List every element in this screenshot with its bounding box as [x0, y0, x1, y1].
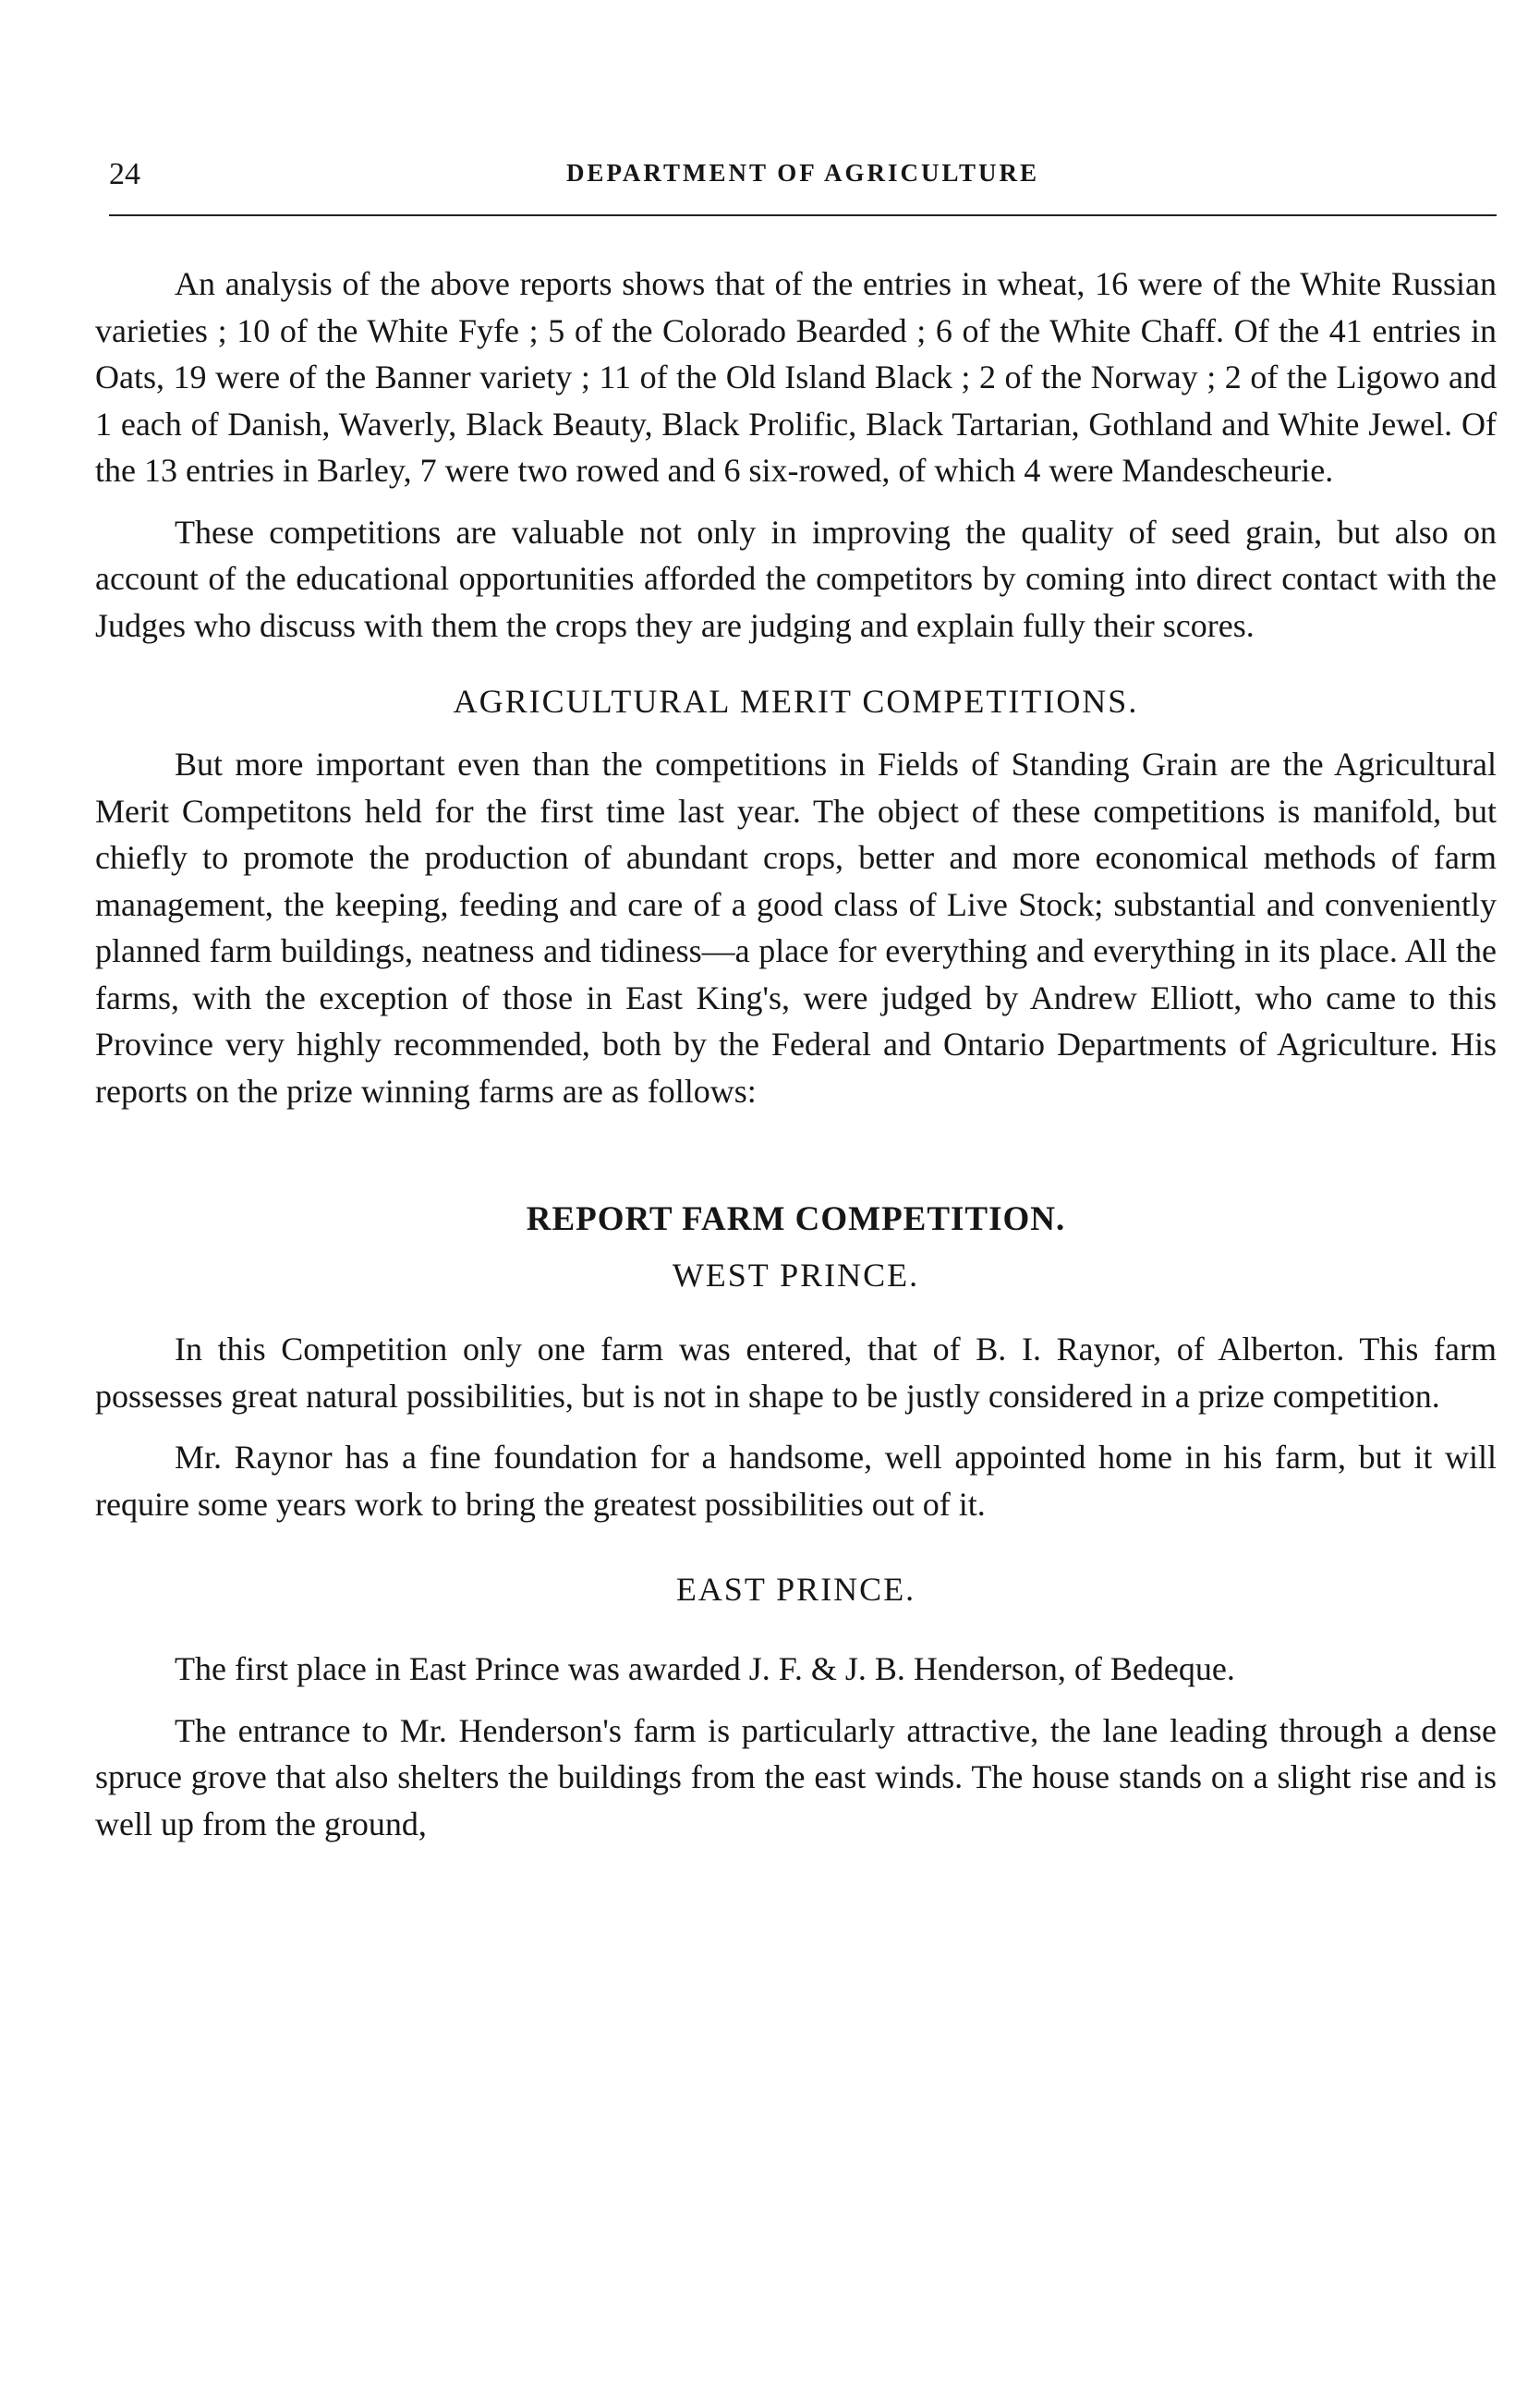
paragraph-merit-intro: But more important even than the competitions in Fields of Standing Grain are the Agricultural Merit Competitons held for the first time last year. The object of these competitions is manifold, but chiefly to promote the production of abundant crops, better and more economical methods of farm management, the keeping, feeding and care of a good class of Live Stock; substantial and conveniently planned farm buildings, neatness and tidiness—a place for everything and everything in its place. All the farms, with the exception of those in East King's, were judged by Andrew Elliott, who came to this Province very highly recommended, both by the Federal and Ontario Departments of Agriculture. His reports on the prize winning farms are as follows:: [95, 746, 1497, 1110]
header-rule: [109, 214, 1497, 216]
running-header: [109, 148, 1497, 192]
paragraph-west-prince-1: In this Competition only one farm was entered, that of B. I. Raynor, of Alberton. This farm possesses great natural possibilities, but is not in shape to be justly considered in a prize competition.: [95, 1331, 1497, 1415]
district-heading-east-prince: EAST PRINCE.: [675, 1571, 916, 1608]
running-title: DEPARTMENT OF AGRICULTURE: [565, 159, 1040, 187]
paragraph-east-prince-1: The first place in East Prince was awarded J. F. & J. B. Henderson, of Bedeque.: [175, 1650, 1235, 1687]
paragraph-analysis: An analysis of the above reports shows that of the entries in wheat, 16 were of the White Russian varieties ; 10 of the White Fyfe ; 5 of the Colorado Bearded ; 6 of the White Chaff. Of the 41 entries in Oats, 19 were of the Banner variety ; 11 of the Old Island Black ; 2 of the Norway ; 2 of the Ligowo and 1 each of Danish, Waverly, Black Beauty, Black Prolific, Black Tartarian, Gothland and White Jewel. Of the 13 entries in Barley, 7 were two rowed and 6 six-rowed, of which 4 were Mandescheurie.: [95, 265, 1497, 489]
page-body: [95, 261, 1497, 1847]
section-heading-merit: AGRICULTURAL MERIT COMPETITIONS.: [453, 683, 1139, 720]
district-heading-west-prince: WEST PRINCE.: [672, 1257, 920, 1294]
paragraph-east-prince-2: The entrance to Mr. Henderson's farm is particularly attractive, the lane leading through a dense spruce grove that also shelters the buildings from the east winds. The house stands on a slight rise and is well up from the ground,: [95, 1711, 1497, 1842]
paragraph-competitions-value: These competitions are valuable not only in improving the quality of seed grain, but also on account of the educational opportunities afforded the competitors by coming into direct contact with the Judges who discuss with them the crops they are judging and explain fully their scores.: [95, 513, 1497, 644]
paragraph-west-prince-2: Mr. Raynor has a fine foundation for a handsome, well appointed home in his farm, but it will require some years work to bring the greatest possibilities out of it.: [95, 1439, 1497, 1523]
report-title: REPORT FARM COMPETITION.: [526, 1200, 1066, 1238]
page-number: 24: [109, 157, 140, 191]
